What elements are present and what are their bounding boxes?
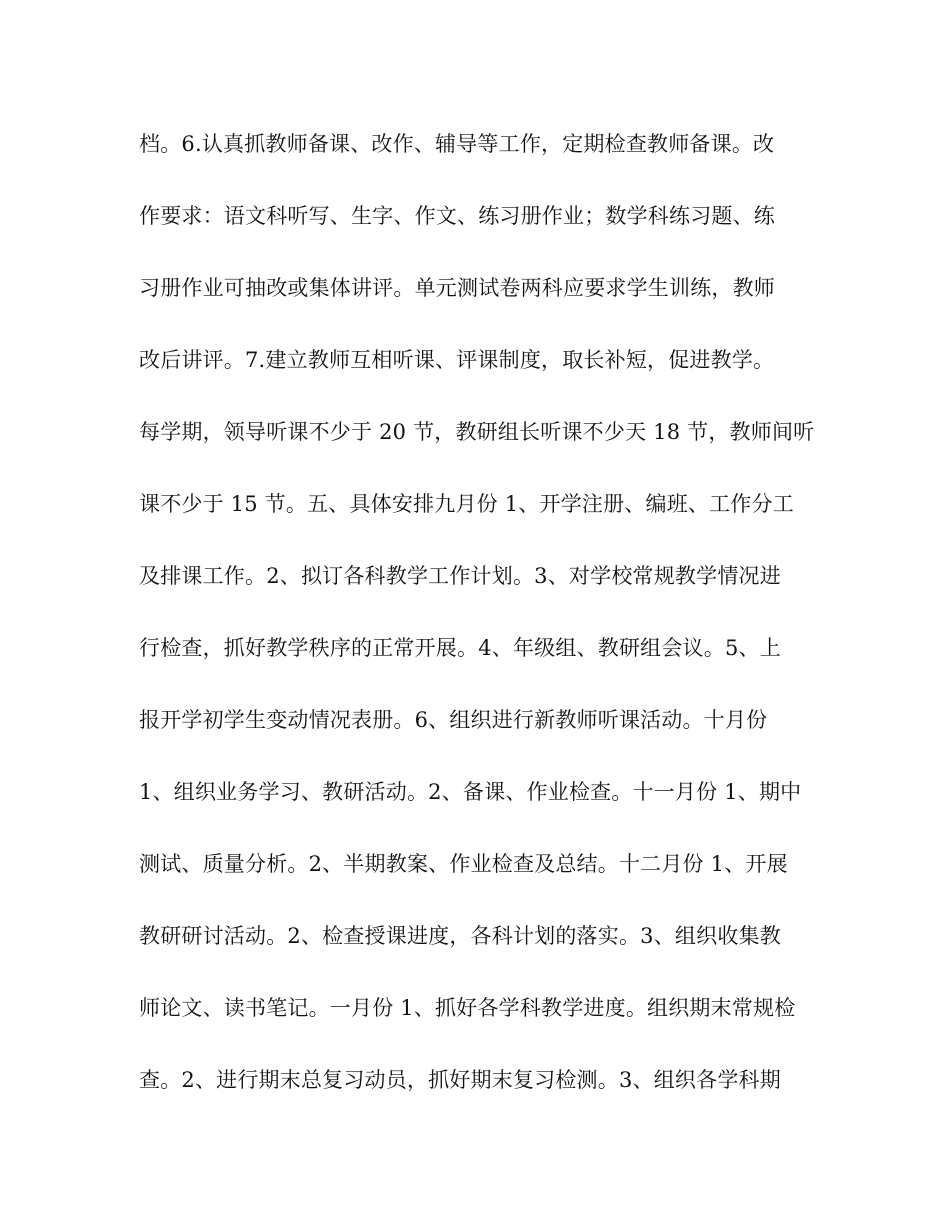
text-line: 师论文、读书笔记。一月份 1、抓好各学科教学进度。组织期末常规检 bbox=[139, 996, 796, 1020]
text-line: 查。2、进行期末总复习动员，抓好期末复习检测。3、组织各学科期 bbox=[139, 1068, 781, 1092]
text-line: 课不少于 15 节。五、具体安排九月份 1、开学注册、编班、工作分工 bbox=[139, 492, 794, 516]
text-line: 每学期，领导听课不少于 20 节，教研组长听课不少天 18 节，教师间听 bbox=[139, 420, 815, 444]
text-line: 改后讲评。7.建立教师互相听课、评课制度，取长补短，促进教学。 bbox=[139, 348, 775, 372]
text-line: 作要求：语文科听写、生字、作文、练习册作业；数学科练习题、练 bbox=[139, 204, 775, 228]
text-line: 测试、质量分析。2、半期教案、作业检查及总结。十二月份 1、开展 bbox=[139, 852, 788, 876]
text-line: 1、组织业务学习、教研活动。2、备课、作业检查。十一月份 1、期中 bbox=[139, 780, 802, 804]
text-line: 习册作业可抽改或集体讲评。单元测试卷两科应要求学生训练，教师 bbox=[139, 276, 775, 300]
text-line: 及排课工作。2、拟订各科教学工作计划。3、对学校常规教学情况进 bbox=[139, 564, 781, 588]
text-line: 行检查，抓好教学秩序的正常开展。4、年级组、教研组会议。5、上 bbox=[139, 636, 781, 660]
text-line: 报开学初学生变动情况表册。6、组织进行新教师听课活动。十月份 bbox=[139, 708, 768, 732]
document-body bbox=[139, 120, 839, 1128]
text-line: 档。6.认真抓教师备课、改作、辅导等工作，定期检查教师备课。改 bbox=[139, 132, 775, 156]
text-line: 教研研讨活动。2、检查授课进度，各科计划的落实。3、组织收集教 bbox=[139, 924, 781, 948]
